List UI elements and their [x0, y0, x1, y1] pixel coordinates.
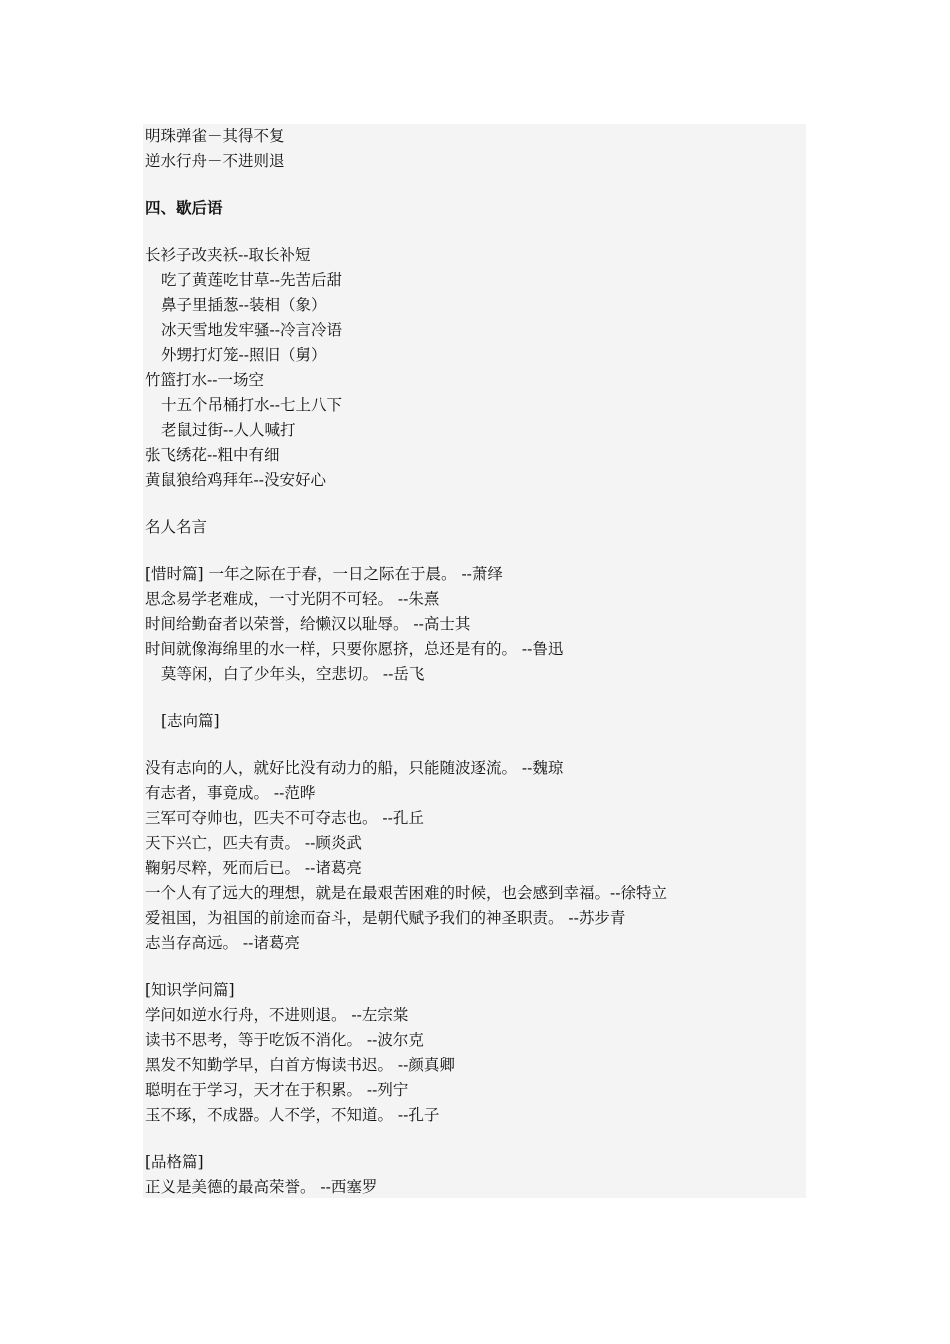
quote-line: 没有志向的人，就好比没有动力的船，只能随波逐流。 --魏琼 [145, 759, 564, 777]
xiehouyu-line: 吃了黄莲吃甘草--先苦后甜 [161, 271, 342, 289]
quote-line: 一个人有了远大的理想，就是在最艰苦困难的时候，也会感到幸福。--徐特立 [145, 884, 667, 902]
quote-line: 时间就像海绵里的水一样，只要你愿挤，总还是有的。 --鲁迅 [145, 640, 564, 658]
xiehouyu-line: 鼻子里插葱--装相（象） [161, 296, 327, 314]
idiom-line: 逆水行舟－不进则退 [145, 152, 285, 170]
quote-line: 莫等闲，白了少年头，空悲切。 --岳飞 [161, 665, 425, 683]
xiehouyu-line: 长衫子改夹袄--取长补短 [145, 246, 311, 264]
idiom-line: 明珠弹雀－其得不复 [145, 127, 285, 145]
subheading-knowledge: [知识学问篇] [145, 981, 235, 999]
quote-line: 正义是美德的最高荣誉。 --西塞罗 [145, 1178, 378, 1196]
subheading-character: [品格篇] [145, 1153, 204, 1171]
xiehouyu-line: 十五个吊桶打水--七上八下 [161, 396, 342, 414]
section-heading-quotes: 名人名言 [145, 518, 208, 536]
subheading-ambition: [志向篇] [161, 712, 220, 730]
quote-line: 志当存高远。 --诸葛亮 [145, 934, 300, 952]
quote-line: 天下兴亡，匹夫有责。 --顾炎武 [145, 834, 362, 852]
quote-line: 爱祖国，为祖国的前途而奋斗，是朝代赋予我们的神圣职责。 --苏步青 [145, 909, 626, 927]
xiehouyu-line: 黄鼠狼给鸡拜年--没安好心 [145, 471, 326, 489]
quote-line: 黑发不知勤学早，白首方悔读书迟。 --颜真卿 [145, 1056, 455, 1074]
xiehouyu-line: 外甥打灯笼--照旧（舅） [161, 346, 327, 364]
quote-line: 玉不琢，不成器。人不学，不知道。 --孔子 [145, 1106, 440, 1124]
xiehouyu-line: 老鼠过街--人人喊打 [161, 421, 296, 439]
section-heading-xiehouyu: 四、歇后语 [145, 199, 223, 217]
document-body [143, 124, 806, 1198]
quote-line: 时间给勤奋者以荣誉，给懒汉以耻辱。 --高士其 [145, 615, 471, 633]
quote-line: 读书不思考，等于吃饭不消化。 --波尔克 [145, 1031, 424, 1049]
quote-line: [惜时篇] 一年之际在于春，一日之际在于晨。 --萧绎 [145, 565, 503, 583]
xiehouyu-line: 竹篮打水--一场空 [145, 371, 264, 389]
xiehouyu-line: 冰天雪地发牢骚--冷言冷语 [161, 321, 342, 339]
quote-line: 聪明在于学习，天才在于积累。 --列宁 [145, 1081, 409, 1099]
quote-line: 有志者，事竟成。 --范晔 [145, 784, 316, 802]
xiehouyu-line: 张飞绣花--粗中有细 [145, 446, 280, 464]
quote-line: 三军可夺帅也，匹夫不可夺志也。 --孔丘 [145, 809, 424, 827]
quote-line: 学问如逆水行舟，不进则退。 --左宗棠 [145, 1006, 409, 1024]
quote-line: 思念易学老难成，一寸光阴不可轻。 --朱熹 [145, 590, 440, 608]
quote-line: 鞠躬尽粹，死而后已。 --诸葛亮 [145, 859, 362, 877]
